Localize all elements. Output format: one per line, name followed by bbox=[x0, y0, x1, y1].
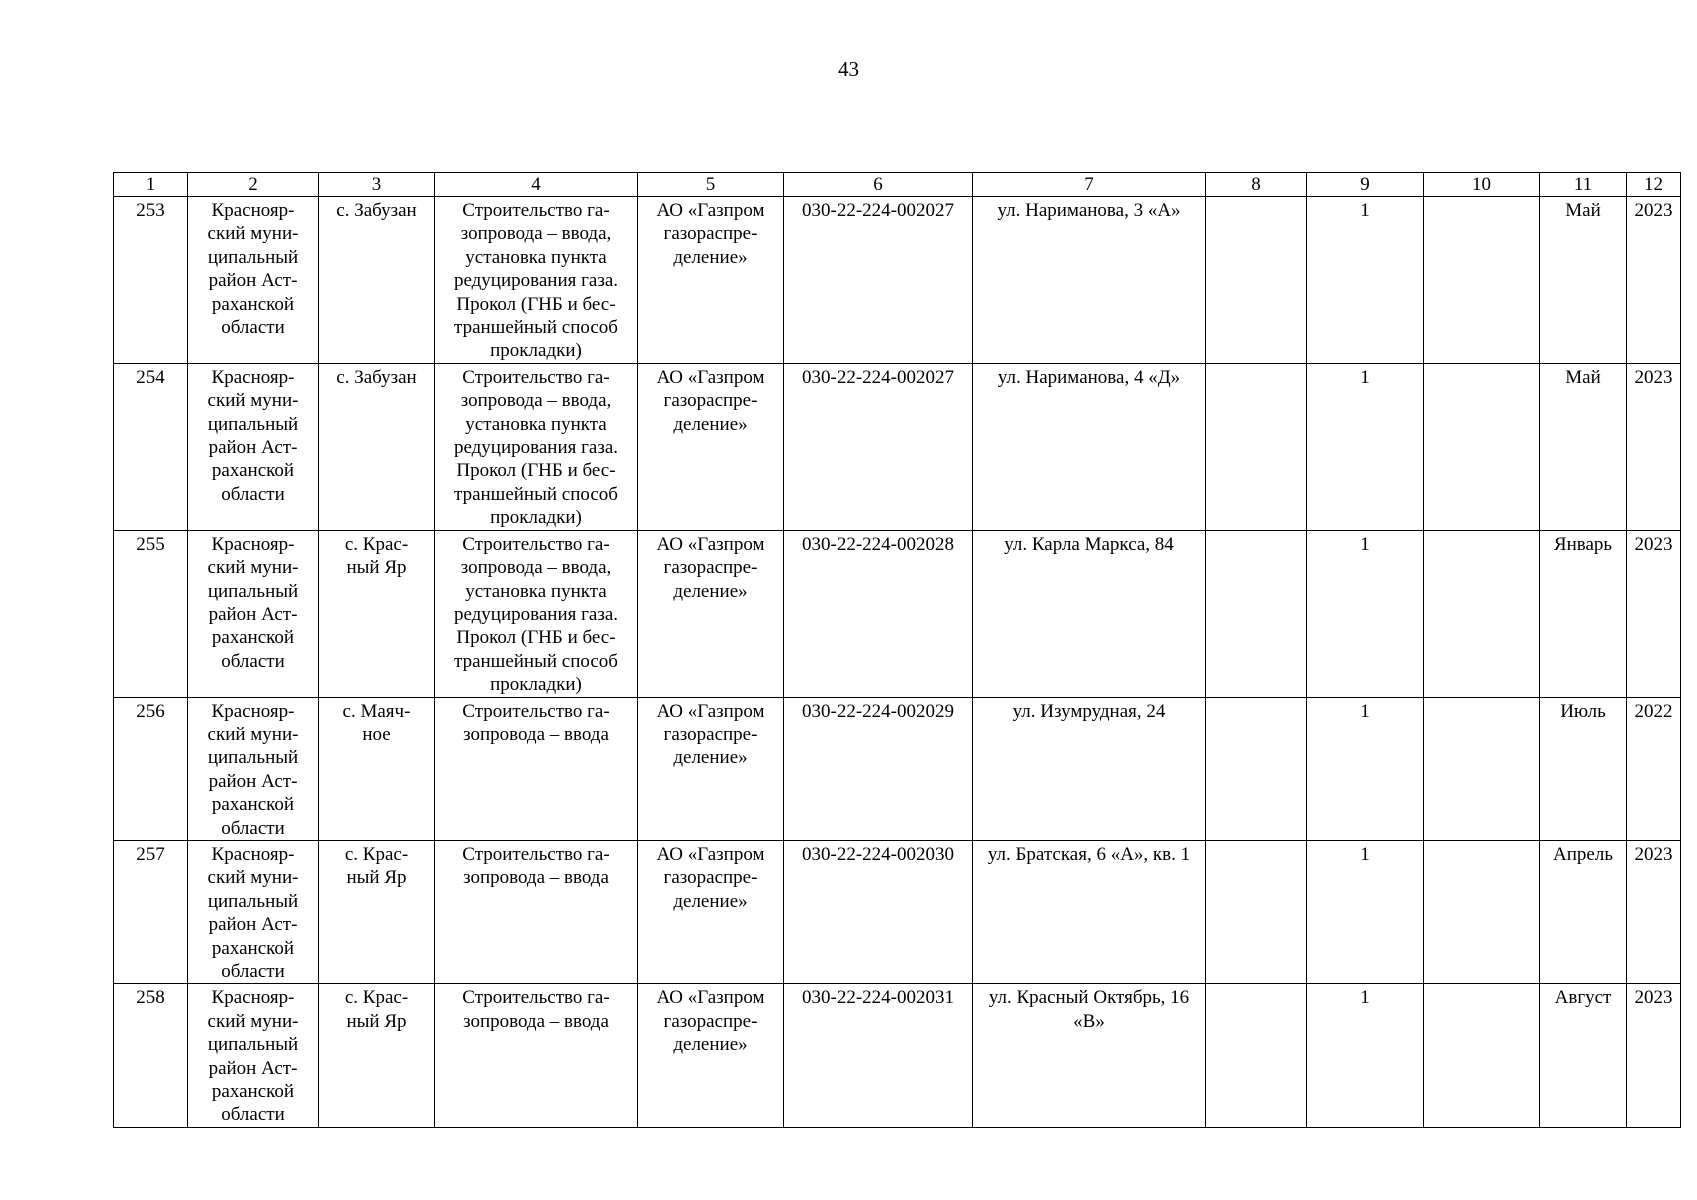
work-description-line: зопровода – ввода, bbox=[460, 557, 612, 579]
district-line: ципальный bbox=[207, 747, 299, 769]
object-code-cell: 030-22-224-002030 bbox=[784, 840, 973, 983]
work-description-cell bbox=[435, 840, 638, 983]
object-code-cell: 030-22-224-002029 bbox=[784, 697, 973, 840]
address-cell bbox=[973, 697, 1206, 840]
district-line: Краснояр- bbox=[211, 843, 295, 865]
organization-line: газораспре- bbox=[663, 557, 758, 579]
organization-cell bbox=[638, 697, 784, 840]
work-description-line: Строительство га- bbox=[462, 843, 610, 865]
row-number-cell: 256 bbox=[114, 697, 188, 840]
column-8-cell bbox=[1206, 530, 1307, 697]
quantity-cell: 1 bbox=[1307, 840, 1424, 983]
column-number-2: 2 bbox=[188, 173, 319, 197]
address-line: ул. Изумрудная, 24 bbox=[1012, 700, 1166, 722]
work-description-line: зопровода – ввода bbox=[463, 1010, 609, 1032]
organization-line: АО «Газпром bbox=[656, 843, 765, 865]
address-line: ул. Нариманова, 4 «Д» bbox=[997, 366, 1181, 388]
column-10-cell bbox=[1424, 530, 1540, 697]
column-number-9: 9 bbox=[1307, 173, 1424, 197]
district-line: области bbox=[221, 317, 285, 339]
district-line: раханской bbox=[211, 293, 295, 315]
district-line: район Аст- bbox=[208, 270, 298, 292]
column-number-6: 6 bbox=[784, 173, 973, 197]
quantity-cell: 1 bbox=[1307, 984, 1424, 1127]
district-line: ский муни- bbox=[207, 723, 299, 745]
district-line: ципальный bbox=[207, 1034, 299, 1056]
settlement-line: с. Забузан bbox=[336, 200, 417, 221]
quantity-cell: 1 bbox=[1307, 697, 1424, 840]
district-cell bbox=[188, 840, 319, 983]
work-description-line: зопровода – ввода bbox=[463, 723, 609, 745]
work-description-line: Прокол (ГНБ и бес- bbox=[456, 293, 616, 315]
organization-line: АО «Газпром bbox=[656, 533, 765, 555]
settlement-cell bbox=[319, 363, 435, 530]
district-line: Краснояр- bbox=[211, 533, 295, 555]
organization-line: деление» bbox=[673, 580, 748, 602]
year-cell: 2023 bbox=[1627, 984, 1681, 1127]
work-description-line: траншейный способ bbox=[454, 650, 618, 672]
row-number-cell: 255 bbox=[114, 530, 188, 697]
work-description-cell bbox=[435, 697, 638, 840]
settlement-line: с. Крас- bbox=[344, 533, 409, 555]
organization-cell bbox=[638, 530, 784, 697]
column-8-cell bbox=[1206, 840, 1307, 983]
organization-cell bbox=[638, 984, 784, 1127]
district-line: ский муни- bbox=[207, 867, 299, 889]
district-line: области bbox=[221, 817, 285, 839]
column-10-cell bbox=[1424, 197, 1540, 364]
district-line: район Аст- bbox=[208, 914, 298, 936]
district-line: раханской bbox=[211, 937, 295, 959]
column-number-row bbox=[114, 173, 1681, 197]
year-cell: 2023 bbox=[1627, 530, 1681, 697]
month-cell: Январь bbox=[1540, 530, 1627, 697]
work-description-line: прокладки) bbox=[490, 507, 582, 529]
column-number-10: 10 bbox=[1424, 173, 1540, 197]
table-body bbox=[114, 197, 1681, 1128]
table-row bbox=[114, 197, 1681, 364]
work-description-line: зопровода – ввода, bbox=[460, 390, 612, 412]
settlement-line: с. Маяч- bbox=[342, 700, 411, 722]
column-8-cell bbox=[1206, 363, 1307, 530]
organization-line: газораспре- bbox=[663, 867, 758, 889]
work-description-line: траншейный способ bbox=[454, 483, 618, 505]
table-row bbox=[114, 984, 1681, 1127]
organization-line: АО «Газпром bbox=[656, 200, 765, 221]
work-description-cell bbox=[435, 197, 638, 364]
district-line: ский муни- bbox=[207, 390, 299, 412]
year-cell: 2023 bbox=[1627, 197, 1681, 364]
district-line: раханской bbox=[211, 460, 295, 482]
work-description-line: Прокол (ГНБ и бес- bbox=[456, 627, 616, 649]
quantity-cell: 1 bbox=[1307, 363, 1424, 530]
organization-line: АО «Газпром bbox=[656, 700, 765, 722]
work-description-line: Строительство га- bbox=[462, 700, 610, 722]
organization-line: АО «Газпром bbox=[656, 987, 765, 1009]
address-line: ул. Нариманова, 3 «А» bbox=[997, 200, 1181, 221]
address-line: ул. Красный Октябрь, 16 bbox=[988, 987, 1190, 1009]
district-line: области bbox=[221, 650, 285, 672]
column-number-8: 8 bbox=[1206, 173, 1307, 197]
quantity-cell: 1 bbox=[1307, 197, 1424, 364]
row-number-cell: 254 bbox=[114, 363, 188, 530]
work-description-line: Прокол (ГНБ и бес- bbox=[456, 460, 616, 482]
district-cell bbox=[188, 530, 319, 697]
district-line: ципальный bbox=[207, 890, 299, 912]
settlement-cell bbox=[319, 530, 435, 697]
object-code-cell: 030-22-224-002027 bbox=[784, 197, 973, 364]
work-description-line: Строительство га- bbox=[462, 366, 610, 388]
district-line: Краснояр- bbox=[211, 987, 295, 1009]
settlement-cell bbox=[319, 840, 435, 983]
district-cell bbox=[188, 697, 319, 840]
month-cell: Август bbox=[1540, 984, 1627, 1127]
address-line: ул. Братская, 6 «А», кв. 1 bbox=[987, 843, 1191, 865]
work-description-line: Строительство га- bbox=[462, 987, 610, 1009]
work-description-line: зопровода – ввода bbox=[463, 867, 609, 889]
address-cell bbox=[973, 530, 1206, 697]
district-cell bbox=[188, 984, 319, 1127]
data-table bbox=[113, 172, 1681, 1128]
address-line: ул. Карла Маркса, 84 bbox=[1004, 533, 1174, 555]
address-cell bbox=[973, 984, 1206, 1127]
work-description-line: редуцирования газа. bbox=[453, 603, 619, 625]
work-description-line: прокладки) bbox=[490, 674, 582, 696]
district-line: раханской bbox=[211, 627, 295, 649]
quantity-cell: 1 bbox=[1307, 530, 1424, 697]
column-number-5: 5 bbox=[638, 173, 784, 197]
object-code-cell: 030-22-224-002027 bbox=[784, 363, 973, 530]
organization-line: АО «Газпром bbox=[656, 366, 765, 388]
table-row bbox=[114, 530, 1681, 697]
district-line: Краснояр- bbox=[211, 200, 295, 221]
organization-line: газораспре- bbox=[663, 723, 758, 745]
district-line: ский муни- bbox=[207, 557, 299, 579]
work-description-line: установка пункта bbox=[465, 580, 607, 602]
page-number: 43 bbox=[838, 57, 859, 81]
column-number-4: 4 bbox=[435, 173, 638, 197]
address-cell bbox=[973, 197, 1206, 364]
object-code-cell: 030-22-224-002031 bbox=[784, 984, 973, 1127]
district-cell bbox=[188, 363, 319, 530]
work-description-line: установка пункта bbox=[465, 413, 607, 435]
column-number-3: 3 bbox=[319, 173, 435, 197]
settlement-cell bbox=[319, 697, 435, 840]
settlement-line: с. Крас- bbox=[344, 987, 409, 1009]
organization-line: газораспре- bbox=[663, 390, 758, 412]
district-line: раханской bbox=[211, 1081, 295, 1103]
settlement-line: с. Забузан bbox=[336, 366, 417, 388]
organization-cell bbox=[638, 363, 784, 530]
district-line: район Аст- bbox=[208, 770, 298, 792]
district-line: район Аст- bbox=[208, 437, 298, 459]
district-line: Краснояр- bbox=[211, 366, 295, 388]
work-description-line: зопровода – ввода, bbox=[460, 223, 612, 245]
organization-line: деление» bbox=[673, 747, 748, 769]
district-line: ципальный bbox=[207, 246, 299, 268]
organization-line: газораспре- bbox=[663, 1010, 758, 1032]
settlement-line: с. Крас- bbox=[344, 843, 409, 865]
district-line: ципальный bbox=[207, 580, 299, 602]
settlement-line: ный Яр bbox=[346, 1010, 407, 1032]
column-8-cell bbox=[1206, 984, 1307, 1127]
settlement-line: ный Яр bbox=[346, 557, 407, 579]
work-description-line: редуцирования газа. bbox=[453, 437, 619, 459]
month-cell: Апрель bbox=[1540, 840, 1627, 983]
column-10-cell bbox=[1424, 984, 1540, 1127]
organization-cell bbox=[638, 840, 784, 983]
year-cell: 2023 bbox=[1627, 363, 1681, 530]
district-cell bbox=[188, 197, 319, 364]
settlement-cell bbox=[319, 984, 435, 1127]
row-number-cell: 253 bbox=[114, 197, 188, 364]
district-line: ский муни- bbox=[207, 223, 299, 245]
column-8-cell bbox=[1206, 697, 1307, 840]
table-row bbox=[114, 840, 1681, 983]
address-cell bbox=[973, 840, 1206, 983]
month-cell: Июль bbox=[1540, 697, 1627, 840]
column-number-7: 7 bbox=[973, 173, 1206, 197]
column-10-cell bbox=[1424, 697, 1540, 840]
table-row bbox=[114, 363, 1681, 530]
work-description-line: редуцирования газа. bbox=[453, 270, 619, 292]
district-line: ский муни- bbox=[207, 1010, 299, 1032]
organization-line: газораспре- bbox=[663, 223, 758, 245]
organization-line: деление» bbox=[673, 1034, 748, 1056]
district-line: район Аст- bbox=[208, 603, 298, 625]
address-cell bbox=[973, 363, 1206, 530]
work-description-cell bbox=[435, 984, 638, 1127]
district-line: район Аст- bbox=[208, 1057, 298, 1079]
organization-line: деление» bbox=[673, 890, 748, 912]
column-number-1: 1 bbox=[114, 173, 188, 197]
work-description-line: Строительство га- bbox=[462, 533, 610, 555]
settlement-cell bbox=[319, 197, 435, 364]
organization-line: деление» bbox=[673, 246, 748, 268]
column-10-cell bbox=[1424, 363, 1540, 530]
table-row bbox=[114, 697, 1681, 840]
district-line: области bbox=[221, 483, 285, 505]
settlement-line: ное bbox=[362, 723, 391, 745]
work-description-cell bbox=[435, 363, 638, 530]
district-line: Краснояр- bbox=[211, 700, 295, 722]
month-cell: Май bbox=[1540, 197, 1627, 364]
organization-cell bbox=[638, 197, 784, 364]
month-cell: Май bbox=[1540, 363, 1627, 530]
year-cell: 2022 bbox=[1627, 697, 1681, 840]
work-description-line: Строительство га- bbox=[462, 200, 610, 221]
district-line: раханской bbox=[211, 794, 295, 816]
address-line: «В» bbox=[1073, 1010, 1105, 1032]
work-description-line: траншейный способ bbox=[454, 317, 618, 339]
column-number-12: 12 bbox=[1627, 173, 1681, 197]
district-line: области bbox=[221, 961, 285, 982]
organization-line: деление» bbox=[673, 413, 748, 435]
object-code-cell: 030-22-224-002028 bbox=[784, 530, 973, 697]
column-8-cell bbox=[1206, 197, 1307, 364]
column-10-cell bbox=[1424, 840, 1540, 983]
work-description-line: установка пункта bbox=[465, 246, 607, 268]
district-line: ципальный bbox=[207, 413, 299, 435]
work-description-line: прокладки) bbox=[490, 340, 582, 362]
settlement-line: ный Яр bbox=[346, 867, 407, 889]
district-line: области bbox=[221, 1104, 285, 1126]
year-cell: 2023 bbox=[1627, 840, 1681, 983]
work-description-cell bbox=[435, 530, 638, 697]
row-number-cell: 257 bbox=[114, 840, 188, 983]
row-number-cell: 258 bbox=[114, 984, 188, 1127]
column-number-11: 11 bbox=[1540, 173, 1627, 197]
